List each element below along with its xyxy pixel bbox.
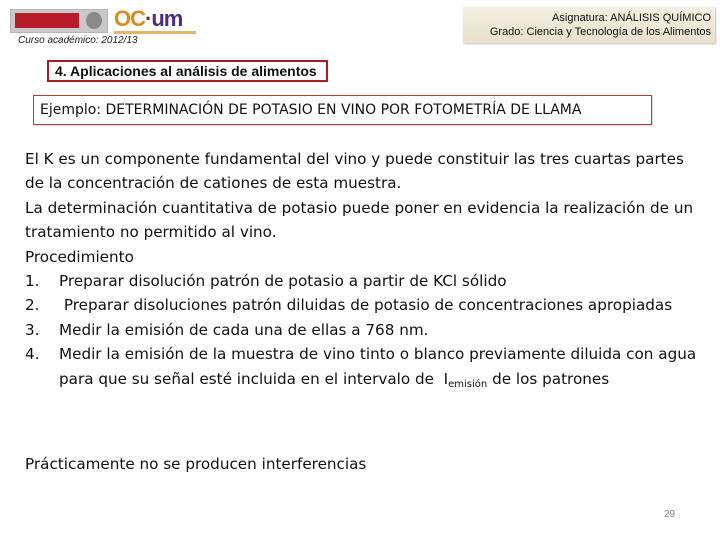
university-logo bbox=[10, 9, 108, 33]
procedure-heading: Procedimiento bbox=[25, 247, 134, 266]
step-text: Medir la emisión de la muestra de vino tinto o blanco previamente diluida con agua para que su señal esté incluida en el intervalo de I bbox=[59, 345, 701, 388]
university-logo-red-block bbox=[15, 13, 79, 28]
example-title: Ejemplo: DETERMINACIÓN DE POTASIO EN VINO POR FOTOMETRÍA DE LLAMA bbox=[33, 95, 652, 125]
step-number: 4. bbox=[25, 345, 40, 364]
degree-name: Grado: Ciencia y Tecnología de los Alimentos bbox=[489, 26, 711, 38]
step-text: Medir la emisión de cada una de ellas a 768 nm. bbox=[59, 320, 429, 339]
course-year: Curso académico: 2012/13 bbox=[18, 35, 138, 46]
logo-um-text: um bbox=[151, 6, 183, 31]
subject-name: Asignatura: ANÁLISIS QUÍMICO bbox=[552, 12, 711, 24]
logo-oc-text: OC bbox=[114, 6, 145, 31]
step-number: 3. bbox=[25, 320, 40, 339]
step-text: Preparar disoluciones patrón diluidas de potasio de concentraciones apropiadas bbox=[59, 296, 673, 315]
paragraph-2: La determinación cuantitativa de potasio puede poner en evidencia la realización de un tratamiento no permitido al vino. bbox=[25, 198, 694, 242]
step-text-end: de los patrones bbox=[487, 369, 610, 388]
ocw-um-logo bbox=[114, 8, 182, 34]
step-number: 2. bbox=[25, 296, 40, 315]
logo-dot-text: · bbox=[145, 6, 152, 31]
list-item bbox=[25, 269, 705, 293]
list-item bbox=[25, 342, 705, 397]
page-number: 29 bbox=[664, 509, 676, 520]
emission-subscript: emisión bbox=[448, 378, 488, 390]
procedure-list bbox=[25, 269, 705, 397]
slide-body bbox=[25, 147, 705, 397]
subject-header bbox=[463, 7, 715, 43]
university-crest-icon bbox=[86, 12, 102, 29]
logo-underline bbox=[114, 31, 196, 34]
final-note: Prácticamente no se producen interferencias bbox=[25, 455, 367, 473]
step-number: 1. bbox=[25, 272, 40, 291]
list-item bbox=[25, 293, 705, 317]
list-item bbox=[25, 318, 705, 342]
section-title: 4. Aplicaciones al análisis de alimentos bbox=[47, 60, 328, 82]
step-text: Preparar disolución patrón de potasio a partir de KCl sólido bbox=[59, 272, 507, 291]
paragraph-1: El K es un componente fundamental del vino y puede constituir las tres cuartas partes de la concentración de cationes de esta muestra. bbox=[25, 150, 684, 193]
